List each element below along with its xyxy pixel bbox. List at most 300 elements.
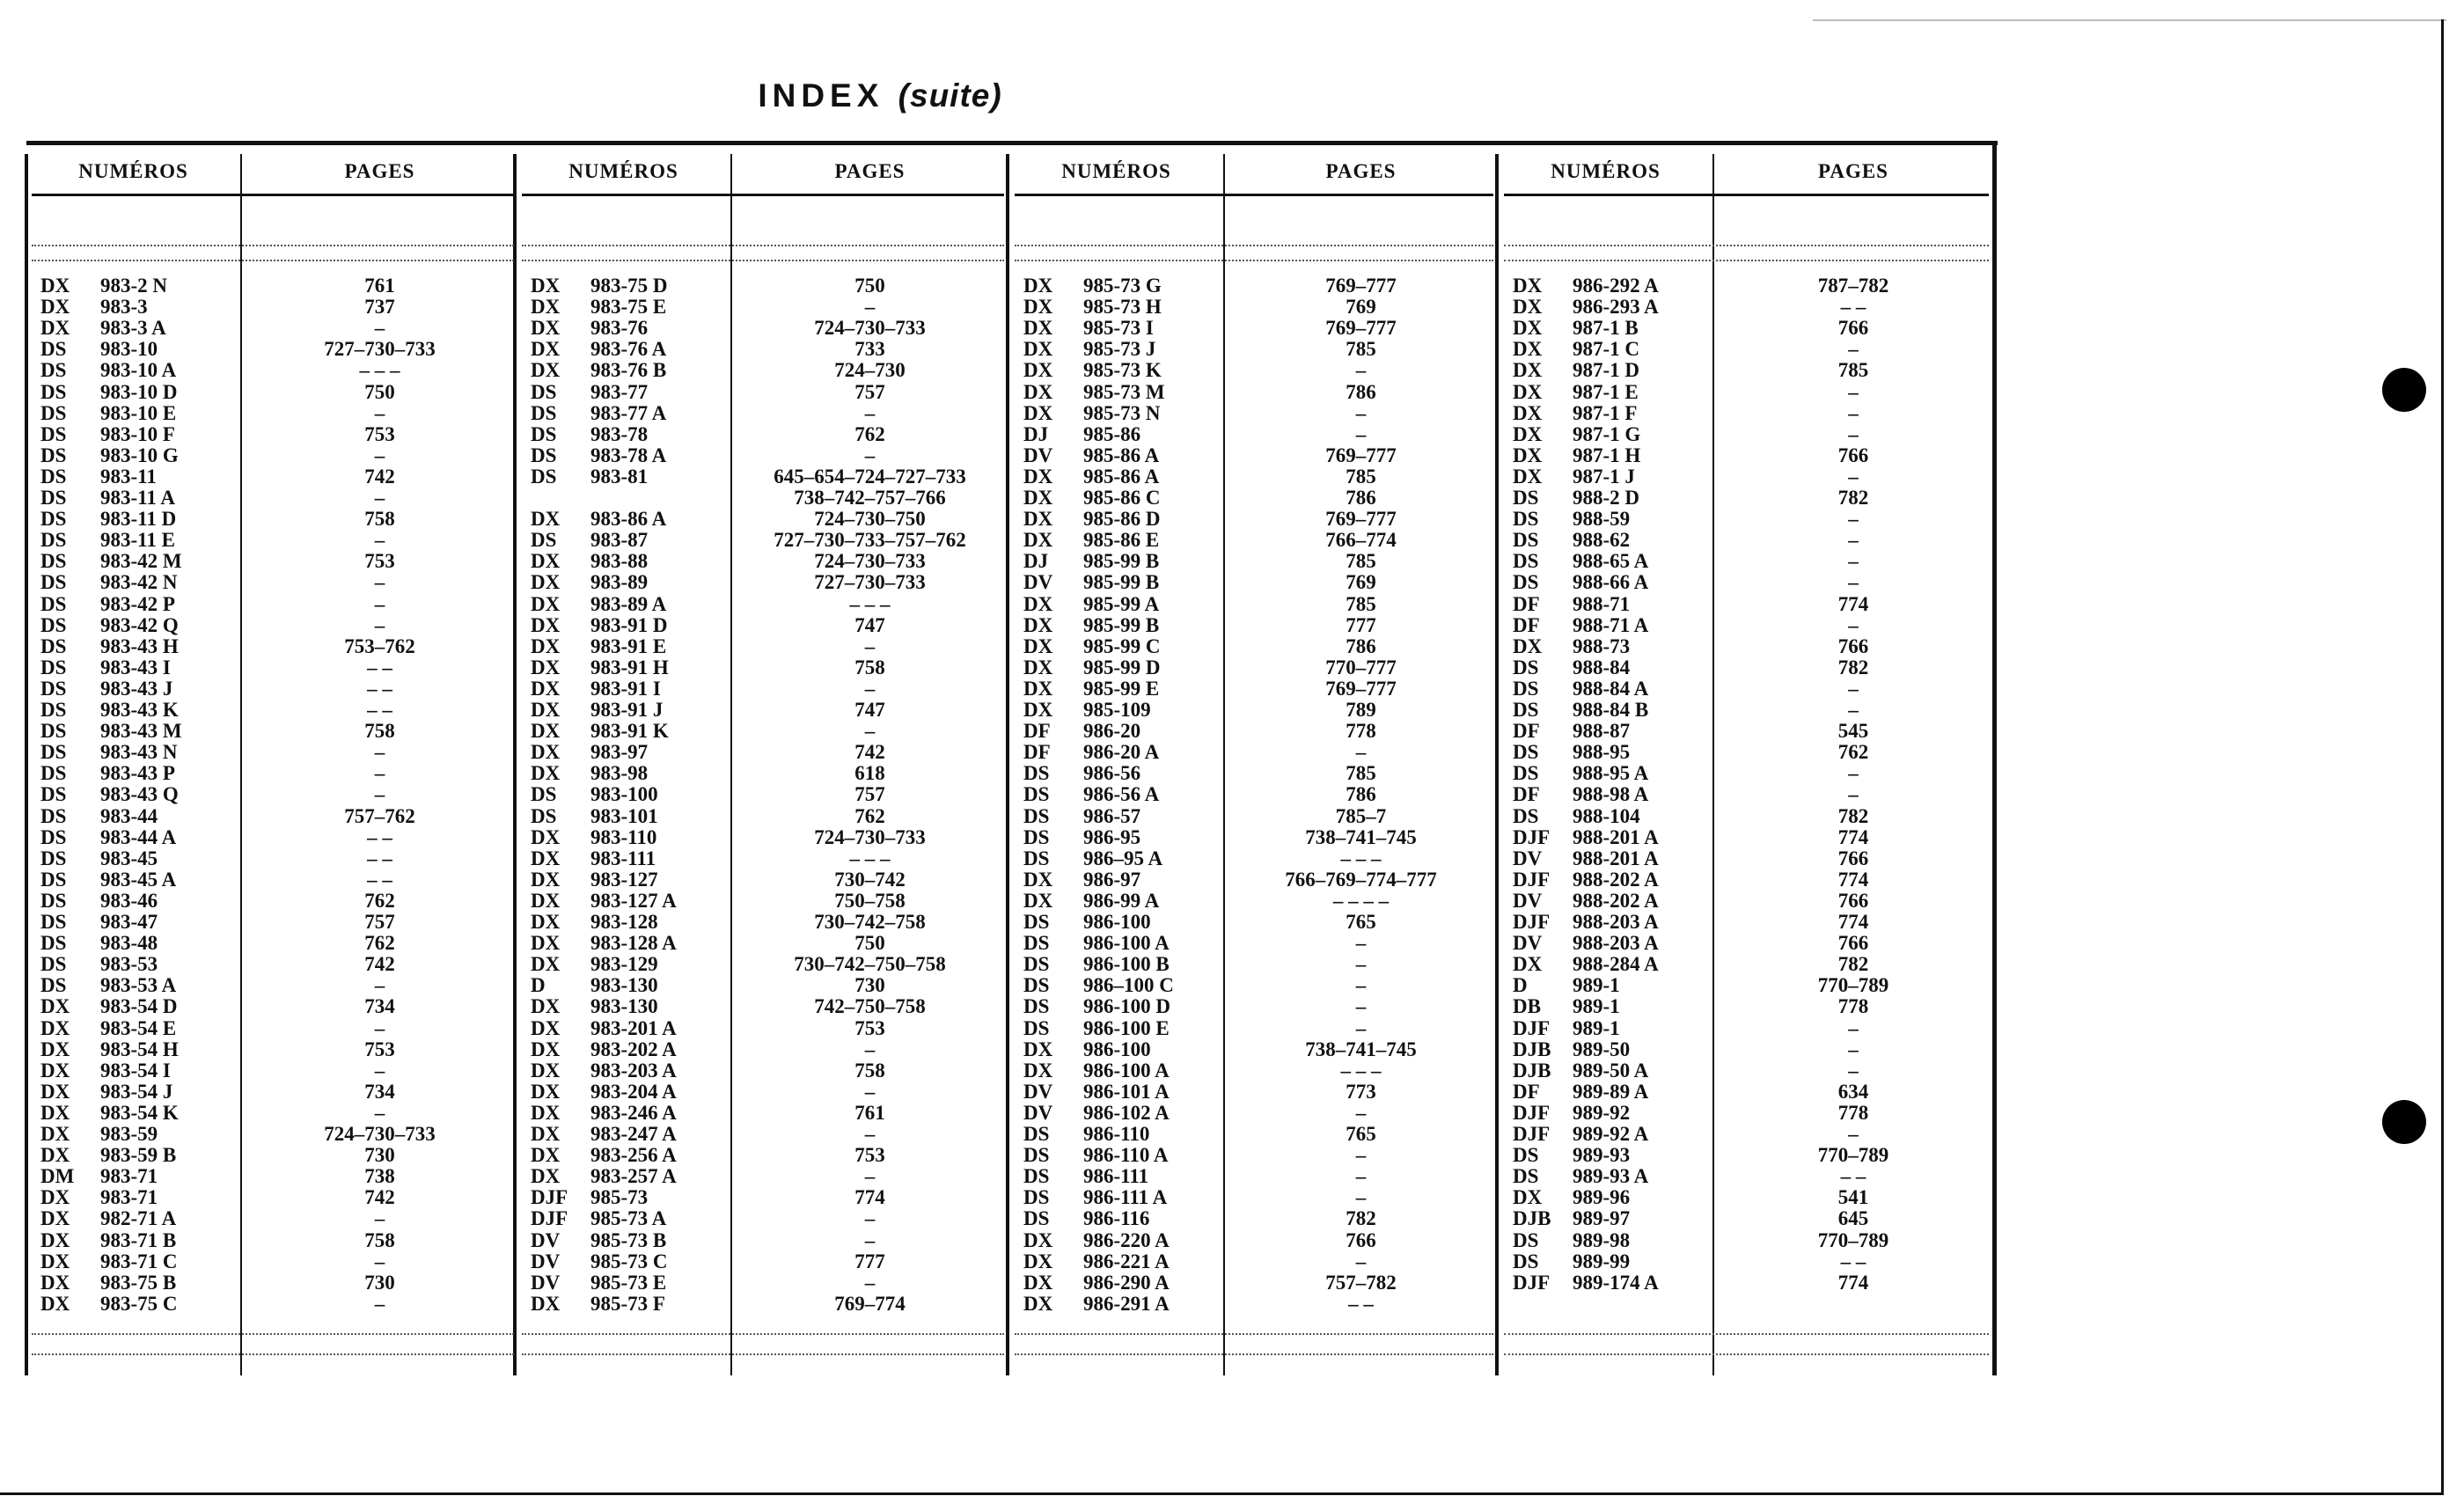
row-prefix: DS bbox=[531, 804, 557, 827]
row-pages: – bbox=[1355, 1016, 1367, 1039]
row-prefix: DS bbox=[1023, 825, 1050, 848]
row-prefix: DS bbox=[1023, 974, 1050, 997]
row-prefix: DX bbox=[1023, 699, 1053, 721]
row-number: 989-50 bbox=[1573, 1038, 1631, 1060]
row-prefix: DX bbox=[531, 296, 561, 319]
index-row bbox=[531, 891, 1009, 912]
row-pages: – bbox=[1848, 550, 1859, 573]
index-row bbox=[1023, 1272, 1499, 1294]
index-row bbox=[1513, 1166, 1994, 1187]
row-pages: 742 bbox=[854, 741, 885, 764]
row-prefix: DX bbox=[531, 1165, 561, 1188]
row-pages: 769–777 bbox=[1325, 275, 1397, 297]
row-prefix: DJF bbox=[531, 1207, 568, 1230]
row-number: 985-73 K bbox=[1083, 359, 1162, 382]
index-row bbox=[1513, 1124, 1994, 1145]
index-row bbox=[1023, 424, 1499, 445]
row-number: 983-77 A bbox=[590, 401, 667, 424]
index-row bbox=[531, 572, 1009, 593]
row-pages: – bbox=[374, 444, 385, 466]
row-pages: 758 bbox=[364, 508, 395, 531]
row-number: 983-11 bbox=[100, 465, 157, 488]
dotted-rule bbox=[1015, 260, 1493, 261]
index-row bbox=[531, 1124, 1009, 1145]
row-prefix: DJF bbox=[1513, 911, 1551, 933]
row-number: 982-71 A bbox=[100, 1207, 177, 1230]
row-prefix: DX bbox=[1513, 275, 1543, 297]
index-row bbox=[40, 382, 519, 403]
row-pages: 724–730–733 bbox=[814, 550, 926, 573]
row-prefix: DS bbox=[40, 508, 67, 531]
index-row bbox=[40, 530, 519, 551]
row-pages: 758 bbox=[854, 656, 885, 678]
row-prefix: DF bbox=[1513, 613, 1540, 636]
index-row bbox=[1023, 382, 1499, 403]
row-prefix: DS bbox=[1023, 911, 1050, 933]
row-number: 983-10 D bbox=[100, 380, 178, 403]
row-pages: – bbox=[1355, 953, 1367, 976]
row-pages: 774 bbox=[854, 1186, 885, 1209]
row-pages: 742–750–758 bbox=[814, 995, 926, 1018]
row-number: 983-130 bbox=[590, 995, 658, 1018]
row-pages: – bbox=[1848, 465, 1859, 488]
row-pages: – – bbox=[1840, 1250, 1866, 1272]
row-prefix: DJB bbox=[1513, 1207, 1551, 1230]
row-number: 985-86 A bbox=[1083, 465, 1160, 488]
row-number: 983-44 A bbox=[100, 825, 177, 848]
index-row bbox=[1513, 1230, 1994, 1251]
row-prefix: DX bbox=[531, 571, 561, 594]
index-row bbox=[531, 466, 1009, 488]
index-row bbox=[1023, 996, 1499, 1017]
row-pages: 773 bbox=[1346, 1080, 1376, 1103]
row-number: 985-73 J bbox=[1083, 338, 1156, 361]
index-row bbox=[40, 975, 519, 996]
row-pages: – bbox=[1355, 1165, 1367, 1188]
row-pages: 750 bbox=[854, 932, 885, 955]
row-number: 986-292 A bbox=[1573, 275, 1659, 297]
row-pages: 766 bbox=[1346, 1228, 1376, 1251]
row-prefix: DS bbox=[40, 699, 67, 721]
row-pages: 770–777 bbox=[1325, 656, 1397, 678]
row-pages: 774 bbox=[1837, 825, 1869, 848]
row-number: 988-84 A bbox=[1573, 677, 1649, 700]
dotted-rule bbox=[1015, 1353, 1493, 1355]
row-prefix: DX bbox=[40, 1016, 70, 1039]
row-prefix: DS bbox=[1513, 1228, 1539, 1251]
row-prefix: DX bbox=[1513, 1186, 1543, 1209]
row-pages: 766 bbox=[1837, 932, 1869, 955]
row-pages: 727–730–733 bbox=[324, 338, 436, 361]
index-row bbox=[40, 933, 519, 954]
index-row bbox=[1023, 1230, 1499, 1251]
index-row bbox=[1023, 466, 1499, 488]
row-prefix: DX bbox=[40, 1228, 70, 1251]
row-pages: 730 bbox=[364, 1271, 395, 1294]
index-row bbox=[40, 1208, 519, 1229]
row-number: 983-100 bbox=[590, 783, 658, 806]
index-row bbox=[1023, 275, 1499, 297]
row-number: 988-95 bbox=[1573, 741, 1631, 764]
row-number: 983-43 N bbox=[100, 741, 178, 764]
row-number: 987-1 G bbox=[1573, 422, 1641, 445]
index-row bbox=[40, 1187, 519, 1208]
row-number: 985-73 E bbox=[590, 1271, 667, 1294]
row-pages: 766 bbox=[1837, 444, 1869, 466]
row-number: 983-11 D bbox=[100, 508, 177, 531]
row-number: 989-92 A bbox=[1573, 1123, 1649, 1145]
row-number: 983-78 A bbox=[590, 444, 667, 466]
index-row bbox=[40, 509, 519, 530]
index-row bbox=[1023, 869, 1499, 891]
column-divider bbox=[25, 154, 28, 1375]
row-pages: 758 bbox=[364, 720, 395, 743]
dotted-rule bbox=[1015, 245, 1493, 246]
row-number: 983-86 A bbox=[590, 508, 667, 531]
index-row bbox=[1023, 806, 1499, 827]
row-pages: 734 bbox=[364, 1080, 395, 1103]
row-number: 983-127 bbox=[590, 868, 658, 891]
row-pages: 757–782 bbox=[1325, 1271, 1397, 1294]
row-number: 983-130 bbox=[590, 974, 658, 997]
row-prefix: DF bbox=[1513, 720, 1540, 743]
row-number: 985-73 N bbox=[1083, 401, 1161, 424]
index-row bbox=[1023, 1145, 1499, 1166]
row-prefix: DS bbox=[40, 571, 67, 594]
index-row bbox=[1513, 530, 1994, 551]
row-pages: 758 bbox=[854, 1059, 885, 1082]
row-pages: – bbox=[1848, 571, 1859, 594]
row-prefix: DS bbox=[40, 974, 67, 997]
row-number: 983-54 E bbox=[100, 1016, 177, 1039]
row-pages: 769–774 bbox=[834, 1292, 906, 1315]
index-row bbox=[1513, 1060, 1994, 1082]
row-number: 983-81 bbox=[590, 465, 649, 488]
index-row bbox=[1513, 488, 1994, 509]
index-row bbox=[1513, 1018, 1994, 1039]
row-number: 983-91 H bbox=[590, 656, 669, 678]
binder-hole bbox=[2382, 1100, 2426, 1144]
index-row bbox=[40, 1272, 519, 1294]
row-number: 988-95 A bbox=[1573, 762, 1649, 785]
row-number: 983-3 bbox=[100, 296, 148, 319]
row-pages: – bbox=[864, 1080, 876, 1103]
row-pages: – bbox=[1355, 1250, 1367, 1272]
row-number: 983-10 bbox=[100, 338, 158, 361]
row-pages: 750–758 bbox=[834, 889, 906, 912]
row-pages: 769–777 bbox=[1325, 444, 1397, 466]
header-rule bbox=[1015, 194, 1493, 196]
row-prefix: DS bbox=[40, 550, 67, 573]
index-row bbox=[40, 488, 519, 509]
index-table bbox=[26, 141, 1998, 1375]
index-row bbox=[40, 297, 519, 318]
row-pages: – bbox=[1355, 932, 1367, 955]
dotted-rule bbox=[522, 1353, 1004, 1355]
index-row bbox=[531, 318, 1009, 339]
row-prefix: DX bbox=[531, 1016, 561, 1039]
index-row bbox=[1023, 1166, 1499, 1187]
row-pages: 766 bbox=[1837, 317, 1869, 340]
index-row bbox=[1023, 339, 1499, 360]
row-prefix: DX bbox=[40, 1186, 70, 1209]
row-number: 983-110 bbox=[590, 825, 657, 848]
index-row bbox=[1023, 1103, 1499, 1124]
row-number: 983-42 Q bbox=[100, 613, 179, 636]
row-pages: – – – bbox=[1340, 1059, 1382, 1082]
index-row bbox=[1513, 1187, 1994, 1208]
row-prefix: DX bbox=[531, 762, 561, 785]
row-prefix: DV bbox=[1513, 847, 1543, 869]
row-prefix: DX bbox=[1023, 1228, 1053, 1251]
index-row bbox=[1023, 954, 1499, 975]
row-prefix: DS bbox=[1023, 762, 1050, 785]
index-row bbox=[1513, 594, 1994, 615]
row-number: 983-91 I bbox=[590, 677, 661, 700]
row-prefix: DB bbox=[1513, 995, 1541, 1018]
column-header-pages: PAGES bbox=[1325, 160, 1397, 182]
index-row bbox=[531, 1018, 1009, 1039]
row-prefix: DS bbox=[40, 804, 67, 827]
row-prefix: DS bbox=[1513, 677, 1539, 700]
row-pages: – bbox=[1848, 422, 1859, 445]
row-pages: 738–741–745 bbox=[1305, 825, 1417, 848]
index-row bbox=[1513, 615, 1994, 636]
row-pages: – bbox=[864, 1123, 876, 1145]
column-header-numeros: NUMÉROS bbox=[568, 160, 678, 182]
row-number: 983-43 P bbox=[100, 762, 175, 785]
row-number: 983-87 bbox=[590, 529, 649, 552]
row-prefix: DX bbox=[1513, 296, 1543, 319]
row-pages: – bbox=[1355, 995, 1367, 1018]
row-prefix: DS bbox=[1513, 550, 1539, 573]
index-row bbox=[1513, 933, 1994, 954]
row-pages: – bbox=[1848, 1123, 1859, 1145]
row-number: 983-89 bbox=[590, 571, 649, 594]
row-prefix: DS bbox=[40, 677, 67, 700]
dotted-rule bbox=[522, 245, 1004, 246]
row-number: 986-110 bbox=[1083, 1123, 1150, 1145]
index-row bbox=[1023, 1187, 1499, 1208]
row-number: 983-256 A bbox=[590, 1144, 677, 1167]
index-row bbox=[40, 912, 519, 933]
row-pages: 762 bbox=[1837, 741, 1869, 764]
index-row bbox=[1023, 572, 1499, 593]
index-row bbox=[1023, 1294, 1499, 1315]
index-row bbox=[1513, 1208, 1994, 1229]
index-row bbox=[531, 488, 1009, 509]
index-row bbox=[1023, 848, 1499, 869]
row-pages: 753 bbox=[854, 1016, 885, 1039]
row-prefix: DS bbox=[40, 911, 67, 933]
row-pages: 737 bbox=[364, 296, 395, 319]
row-pages: 774 bbox=[1837, 592, 1869, 615]
index-row bbox=[40, 551, 519, 572]
row-pages: 757–762 bbox=[344, 804, 415, 827]
row-prefix: DS bbox=[40, 868, 67, 891]
row-number: 988-71 A bbox=[1573, 613, 1649, 636]
index-row bbox=[40, 275, 519, 297]
row-pages: – bbox=[1355, 741, 1367, 764]
index-row bbox=[1023, 1208, 1499, 1229]
index-row bbox=[40, 763, 519, 784]
row-number: 983-53 bbox=[100, 953, 158, 976]
row-prefix: DS bbox=[1513, 699, 1539, 721]
row-prefix: DX bbox=[40, 1059, 70, 1082]
row-prefix: DX bbox=[1023, 380, 1053, 403]
index-row bbox=[1513, 700, 1994, 721]
row-pages: 786 bbox=[1346, 783, 1376, 806]
row-number: 983-54 H bbox=[100, 1038, 179, 1060]
index-row bbox=[531, 806, 1009, 827]
index-row bbox=[40, 360, 519, 381]
row-pages: 786 bbox=[1346, 634, 1376, 657]
index-row bbox=[531, 869, 1009, 891]
row-pages: 545 bbox=[1837, 720, 1869, 743]
row-number: 983-42 P bbox=[100, 592, 175, 615]
row-number: 986-99 A bbox=[1083, 889, 1160, 912]
column-header-pages: PAGES bbox=[1818, 160, 1888, 182]
index-row bbox=[1513, 382, 1994, 403]
dotted-rule bbox=[1504, 1333, 1989, 1335]
index-row bbox=[1023, 742, 1499, 763]
index-row bbox=[1023, 763, 1499, 784]
row-prefix: DF bbox=[1513, 783, 1540, 806]
index-row bbox=[1023, 403, 1499, 424]
column-header-pages: PAGES bbox=[344, 160, 415, 182]
row-prefix: DX bbox=[1023, 508, 1053, 531]
row-pages: – bbox=[1355, 401, 1367, 424]
row-number: 985-99 B bbox=[1083, 550, 1160, 573]
row-pages: – bbox=[864, 1038, 876, 1060]
row-prefix: DX bbox=[1513, 953, 1543, 976]
row-pages: – bbox=[374, 592, 385, 615]
row-pages: 774 bbox=[1837, 868, 1869, 891]
index-row bbox=[1023, 636, 1499, 657]
row-number: 986-110 A bbox=[1083, 1144, 1169, 1167]
index-row bbox=[531, 509, 1009, 530]
index-row bbox=[1023, 615, 1499, 636]
column-header-numeros: NUMÉROS bbox=[1551, 160, 1661, 182]
row-pages: 785 bbox=[1837, 359, 1869, 382]
dotted-rule bbox=[32, 1353, 514, 1355]
row-number: 983-54 I bbox=[100, 1059, 171, 1082]
index-row bbox=[40, 1230, 519, 1251]
index-row bbox=[1513, 975, 1994, 996]
index-row bbox=[1023, 1124, 1499, 1145]
row-prefix: DS bbox=[1023, 783, 1050, 806]
row-number: 983-45 bbox=[100, 847, 158, 869]
row-prefix: DX bbox=[1513, 634, 1543, 657]
row-number: 983-45 A bbox=[100, 868, 177, 891]
row-prefix: DV bbox=[1023, 1101, 1053, 1124]
row-number: 988-202 A bbox=[1573, 868, 1659, 891]
index-row bbox=[531, 1082, 1009, 1103]
index-row bbox=[40, 700, 519, 721]
row-pages: 782 bbox=[1837, 656, 1869, 678]
row-prefix: DS bbox=[40, 613, 67, 636]
row-prefix: DJF bbox=[1513, 825, 1551, 848]
index-row bbox=[1513, 657, 1994, 678]
index-row bbox=[531, 784, 1009, 805]
row-pages: – bbox=[1848, 380, 1859, 403]
row-prefix: DX bbox=[1513, 380, 1543, 403]
row-number: 988-66 A bbox=[1573, 571, 1649, 594]
row-prefix: DX bbox=[40, 317, 70, 340]
title-suffix: (suite) bbox=[898, 77, 1002, 114]
row-prefix: DX bbox=[531, 677, 561, 700]
index-row bbox=[40, 445, 519, 466]
index-row bbox=[1513, 1272, 1994, 1294]
row-prefix: DX bbox=[531, 932, 561, 955]
row-pages: – bbox=[374, 571, 385, 594]
row-pages: – bbox=[1355, 1101, 1367, 1124]
row-pages: 730–742–750–758 bbox=[794, 953, 946, 976]
index-row bbox=[40, 636, 519, 657]
row-number: 983-91 K bbox=[590, 720, 669, 743]
row-number: 983-10 G bbox=[100, 444, 179, 466]
row-number: 989-1 bbox=[1573, 1016, 1620, 1039]
row-number: 987-1 F bbox=[1573, 401, 1638, 424]
index-row bbox=[1513, 784, 1994, 805]
index-row bbox=[1023, 657, 1499, 678]
row-pages: 778 bbox=[1837, 1101, 1869, 1124]
bottom-edge-rule bbox=[0, 1492, 2444, 1495]
row-prefix: DX bbox=[531, 995, 561, 1018]
row-pages: 742 bbox=[364, 953, 395, 976]
row-number: 983-75 B bbox=[100, 1271, 177, 1294]
row-prefix: DX bbox=[1023, 634, 1053, 657]
index-row bbox=[1513, 827, 1994, 848]
row-pages: – bbox=[864, 677, 876, 700]
row-pages: 785 bbox=[1346, 592, 1376, 615]
row-pages: 782 bbox=[1346, 1207, 1376, 1230]
dotted-rule bbox=[32, 260, 514, 261]
row-number: 983-101 bbox=[590, 804, 658, 827]
row-pages: 747 bbox=[854, 699, 885, 721]
row-prefix: DX bbox=[531, 550, 561, 573]
index-row bbox=[531, 551, 1009, 572]
index-row bbox=[40, 1294, 519, 1315]
row-pages: 774 bbox=[1837, 911, 1869, 933]
row-prefix: DX bbox=[1023, 1059, 1053, 1082]
row-number: 983-111 bbox=[590, 847, 656, 869]
row-number: 989-1 bbox=[1573, 995, 1620, 1018]
row-number: 983-2 N bbox=[100, 275, 168, 297]
row-pages: 766 bbox=[1837, 889, 1869, 912]
row-prefix: DM bbox=[40, 1165, 75, 1188]
row-pages: 733 bbox=[854, 338, 885, 361]
index-row bbox=[531, 933, 1009, 954]
index-row bbox=[1023, 445, 1499, 466]
row-prefix: DS bbox=[40, 932, 67, 955]
row-pages: – bbox=[864, 296, 876, 319]
row-prefix: DS bbox=[1023, 995, 1050, 1018]
index-row bbox=[531, 1187, 1009, 1208]
index-row bbox=[531, 615, 1009, 636]
row-pages: – bbox=[864, 444, 876, 466]
row-number: 983-54 J bbox=[100, 1080, 173, 1103]
row-prefix: DX bbox=[1513, 401, 1543, 424]
index-row bbox=[1513, 1145, 1994, 1166]
row-prefix: DX bbox=[1513, 338, 1543, 361]
row-number: 983-76 B bbox=[590, 359, 667, 382]
row-prefix: DF bbox=[1023, 720, 1051, 743]
row-prefix: DS bbox=[1023, 1123, 1050, 1145]
row-pages: 724–730–750 bbox=[814, 508, 926, 531]
row-number: 983-88 bbox=[590, 550, 649, 573]
row-prefix: DX bbox=[1513, 359, 1543, 382]
